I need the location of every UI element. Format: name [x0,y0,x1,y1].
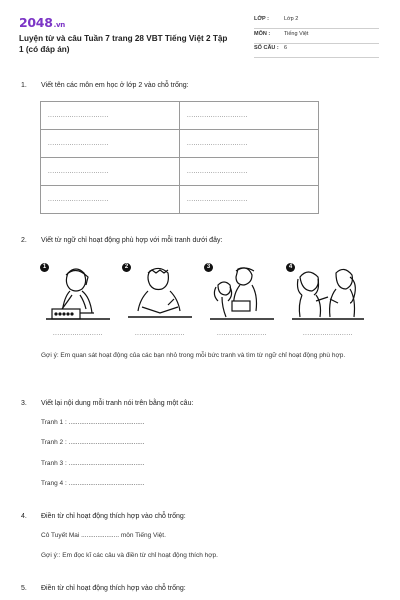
question-4-number: 4. [21,513,27,520]
answer-line[interactable]: Tranh 1 : .......................................... [41,419,145,426]
picture-2-answer-blank[interactable]: ....................... [135,331,185,337]
picture-1-answer-blank[interactable]: ....................... [53,331,103,337]
question-1-number: 1. [21,82,27,89]
question-5-text: Điền từ chỉ hoạt động thích hợp vào chỗ trống: [41,585,186,592]
meta-count-row [254,44,379,58]
answer-blank[interactable]: ............................ [180,102,319,130]
meta-value: 6 [284,45,288,51]
question-4-hint: Gợi ý:: Em đọc kĩ các câu và điền từ chỉ hoạt động thích hợp. [41,552,218,559]
answer-blank[interactable]: ............................ [41,186,180,214]
meta-value: Lớp 2 [284,16,299,22]
table-row [41,186,319,214]
picture-3 [204,263,274,325]
meta-class-row [254,15,379,29]
meta-label: SỐ CÂU : [254,45,279,51]
subjects-table [40,101,319,214]
answer-blank[interactable]: ............................ [41,158,180,186]
picture-number-badge: 3 [204,263,213,272]
child-writing-drawing [128,265,192,325]
question-3-text: Viết lại nội dung mỗi tranh nói trên bằng một câu: [41,400,194,407]
answer-blank[interactable]: ............................ [41,102,180,130]
table-row [41,102,319,130]
table-row [41,158,319,186]
answer-blank[interactable]: ............................ [180,158,319,186]
answer-line[interactable]: Tranh 3 : .......................................... [41,460,145,467]
question-2-number: 2. [21,237,27,244]
meta-value: Tiếng Việt [284,31,309,37]
two-children-reading-drawing [210,265,274,325]
picture-1 [40,263,110,325]
child-with-abacus-drawing [46,265,110,325]
picture-3-answer-blank[interactable]: ....................... [217,331,267,337]
table-row [41,130,319,158]
question-2-text: Viết từ ngữ chỉ hoạt động phù hợp với mỗi tranh dưới đây: [41,237,223,244]
picture-4 [286,263,356,325]
site-logo[interactable] [19,15,65,30]
answer-line[interactable]: Trang 4 : .......................................... [41,480,145,487]
picture-2 [122,263,192,325]
logo-text: 2048 [19,15,53,30]
answer-line[interactable]: Tranh 2 : .......................................... [41,439,145,446]
question-4-text: Điền từ chỉ hoạt động thích hợp vào chỗ trống: [41,513,186,520]
meta-label: LỚP : [254,16,269,22]
picture-number-badge: 4 [286,263,295,272]
meta-subject-row [254,30,379,44]
document-header [0,0,400,72]
picture-number-badge: 2 [122,263,131,272]
question-2-hint: Gợi ý: Em quan sát hoạt động của các bạn nhỏ trong mỗi bức tranh và tìm từ ngữ chỉ hoạt động phù hợp. [41,352,346,359]
question-3-number: 3. [21,400,27,407]
meta-label: MÔN : [254,31,271,37]
document-title: Luyện từ và câu Tuần 7 trang 28 VBT Tiếng Việt 2 Tập 1 (có đáp án) [19,34,228,54]
logo-tld: .vn [53,21,65,29]
picture-number-badge: 1 [40,263,49,272]
answer-blank[interactable]: ............................ [180,186,319,214]
answer-blank[interactable]: ............................ [41,130,180,158]
fill-in-sentence[interactable]: Cô Tuyết Mai ..................... môn Tiếng Việt. [41,532,166,539]
answer-blank[interactable]: ............................ [180,130,319,158]
children-talking-drawing [292,265,364,325]
question-1-text: Viết tên các môn em học ở lớp 2 vào chỗ trống: [41,82,189,89]
picture-4-answer-blank[interactable]: ....................... [303,331,353,337]
question-5-number: 5. [21,585,27,592]
